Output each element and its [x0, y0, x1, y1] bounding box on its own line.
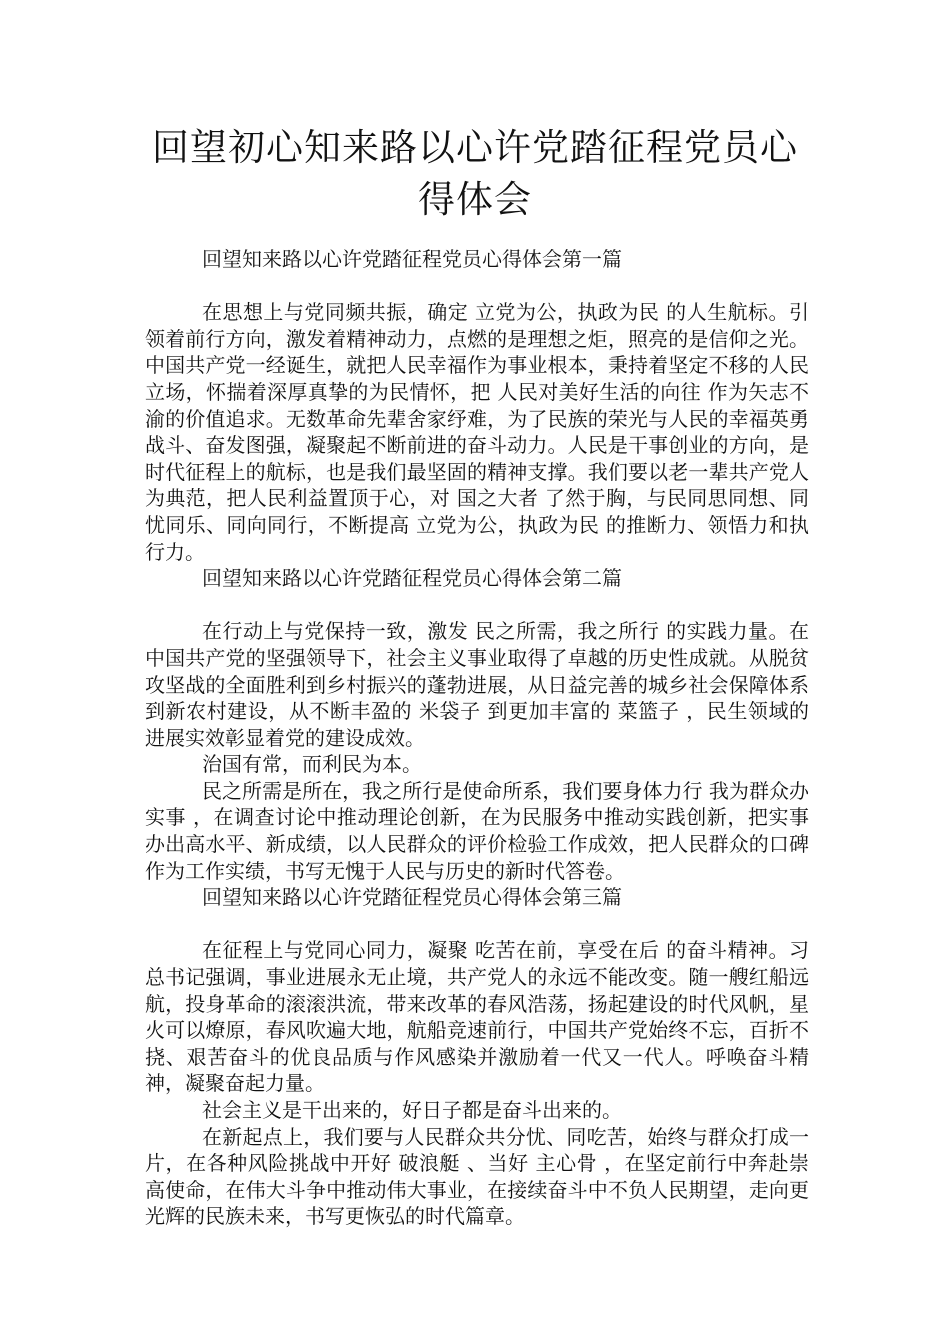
body-paragraph: 在思想上与党同频共振，确定 立党为公，执政为民 的人生航标。引领着前行方向，激发着精神动力，点燃的是理想之炬，照亮的是信仰之光。中国共产党一经诞生，就把人民幸福作为事业根本，秉持着坚定不移的人民立场，怀揣着深厚真挚的为民情怀，把 人民对美好生活的向往 作为矢志不渝的价值追求。无数革命先辈舍家纾难，为了民族的荣光与人民的幸福英勇战斗、奋发图强，凝聚起不断前进的奋斗动力。人民是干事创业的方向，是时代征程上的航标，也是我们最坚固的精神支撑。我们要以老一辈共产党人为典范，把人民利益置顶于心，对 国之大者 了然于胸，与民同思同想、同忧同乐、同向同行，不断提高 立党为公，执政为民 的推断力、领悟力和执行力。: [145, 300, 809, 564]
body-paragraph: 在征程上与党同心同力，凝聚 吃苦在前，享受在后 的奋斗精神。习总书记强调，事业进展永无止境，共产党人的永远不能改变。随一艘红船远航，投身革命的滚滚洪流，带来改革的春风浩荡，扬起建设的时代风帆，星火可以燎原，春风吹遍大地，航船竞速前行，中国共产党始终不忘，百折不挠、艰苦奋斗的优良品质与作风感染并激励着一代又一代人。呼唤奋斗精神，凝聚奋起力量。: [145, 938, 809, 1096]
document-title: 回望初心知来路以心许党踏征程党员心得体会: [152, 126, 798, 221]
body-paragraph: 治国有常，而利民为本。: [202, 752, 422, 777]
document-body: [145, 246, 809, 1230]
body-paragraph: 在行动上与党保持一致，激发 民之所需，我之所行 的实践力量。在中国共产党的坚强领导下，社会主义事业取得了卓越的历史性成就。从脱贫攻坚战的全面胜利到乡村振兴的蓬勃进展，从日益完善的城乡社会保障体系到新农村建设，从不断丰盈的 米袋子 到更加丰富的 菜篮子 ，民生领域的进展实效彰显着党的建设成效。: [145, 619, 809, 750]
section-heading-1: 回望知来路以心许党踏征程党员心得体会第一篇: [202, 247, 622, 271]
section-heading-2: 回望知来路以心许党踏征程党员心得体会第二篇: [202, 566, 622, 591]
section-heading-3: 回望知来路以心许党踏征程党员心得体会第三篇: [202, 885, 622, 910]
body-paragraph: 社会主义是干出来的，好日子都是奋斗出来的。: [202, 1098, 622, 1122]
body-paragraph: 在新起点上，我们要与人民群众共分忧、同吃苦，始终与群众打成一片，在各种风险挑战中开好 破浪艇 、当好 主心骨 ，在坚定前行中奔赴崇高使命，在伟大斗争中推动伟大事业，在接续奋斗中不负人民期望，走向更光辉的民族未来，书写更恢弘的时代篇章。: [145, 1124, 809, 1229]
body-paragraph: 民之所需是所在，我之所行是使命所系，我们要身体力行 我为群众办实事 ，在调查讨论中推动理论创新，在为民服务中推动实践创新，把实事办出高水平、新成绩，以人民群众的评价检验工作成效，把人民群众的口碑作为工作实绩，书写无愧于人民与历史的新时代答卷。: [145, 778, 809, 883]
